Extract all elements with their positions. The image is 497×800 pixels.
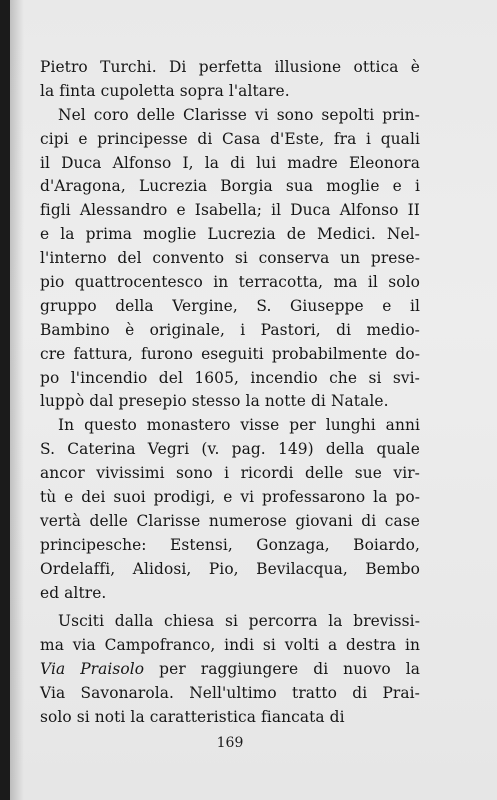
- text-line: il Duca Alfonso I, la di lui madre Eleonora: [40, 153, 420, 172]
- text-line: Ordelaffi, Alidosi, Pio, Bevilacqua, Bembo: [40, 559, 420, 578]
- text-line: pio quattrocentesco in terracotta, ma il solo: [40, 273, 420, 292]
- text-line: l'interno del convento si conserva un prese-: [40, 249, 420, 268]
- text-line: Via Savonarola. Nell'ultimo tratto di Prai-: [40, 684, 420, 703]
- text-line: In questo monastero visse per lunghi anni: [58, 416, 420, 435]
- page-body-text: [40, 56, 420, 730]
- text-line: e la prima moglie Lucrezia de Medici. Nel-: [40, 225, 420, 244]
- text-line-rest: per raggiungere di nuovo la: [159, 660, 421, 679]
- text-line: gruppo della Vergine, S. Giuseppe e il: [40, 296, 420, 315]
- text-line: [40, 658, 420, 682]
- text-line: Usciti dalla chiesa si percorra la brevissi-: [58, 612, 420, 631]
- text-line: luppò dal presepio stesso la notte di Natale.: [40, 392, 389, 411]
- text-line: vertà delle Clarisse numerose giovani di case: [40, 511, 420, 530]
- text-line: S. Caterina Vegri (v. pag. 149) della quale: [40, 440, 420, 459]
- text-line: Pietro Turchi. Di perfetta illusione ottica è: [40, 58, 420, 76]
- book-page: [10, 0, 497, 800]
- text-line: tù e dei suoi prodigi, e vi professarono la po-: [40, 488, 420, 507]
- page-number: 169: [216, 735, 244, 751]
- text-line: d'Aragona, Lucrezia Borgia sua moglie e i: [40, 177, 420, 196]
- text-line: Nel coro delle Clarisse vi sono sepolti prin-: [58, 105, 420, 124]
- text-line: cipi e principesse di Casa d'Este, fra i quali: [40, 129, 420, 148]
- text-line: po l'incendio del 1605, incendio che si svi-: [40, 368, 420, 387]
- text-line: solo si noti la caratteristica fiancata di: [40, 708, 345, 727]
- text-line: cre fattura, furono eseguiti probabilmente do-: [40, 344, 420, 363]
- street-name-italic: Via Praisolo: [40, 660, 145, 679]
- text-line: ancor vivissimi sono i ricordi delle sue vir-: [40, 464, 420, 483]
- text-line: Bambino è originale, i Pastori, di medio-: [40, 320, 420, 339]
- text-line: la finta cupoletta sopra l'altare.: [40, 81, 290, 100]
- text-line: principesche: Estensi, Gonzaga, Boiardo,: [40, 535, 420, 554]
- text-line: ma via Campofranco, indi si volti a destra in: [40, 636, 420, 655]
- text-line: ed altre.: [40, 583, 107, 602]
- text-line: figli Alessandro e Isabella; il Duca Alfonso II: [40, 201, 420, 220]
